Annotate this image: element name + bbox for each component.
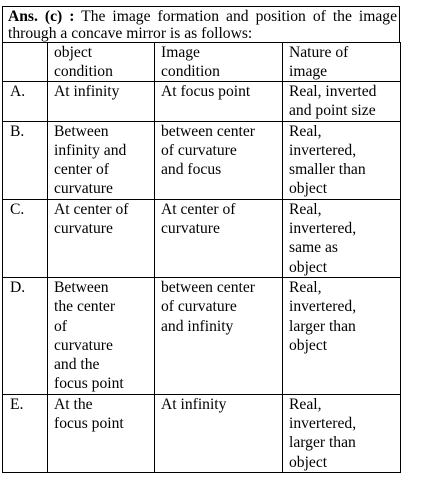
image-condition-cell-text: At infinity [161, 395, 227, 413]
image-condition-cell [155, 199, 283, 277]
image-condition-cell [155, 82, 283, 122]
image-condition-cell-text: between center of curvature and infinity [161, 278, 255, 335]
table-row [3, 82, 401, 122]
object-condition-cell-text: At center of curvature [54, 200, 129, 238]
row-index-cell [3, 121, 48, 199]
nature-of-image-cell [283, 277, 401, 394]
table-row [3, 199, 401, 277]
object-condition-cell-text: Between the center of curvature and the focus point [54, 278, 124, 393]
row-index-cell-text: B. [10, 122, 25, 140]
row-index-cell [3, 82, 48, 122]
row-index-cell [3, 199, 48, 277]
nature-of-image-cell [283, 121, 401, 199]
cropped-header-line [2, 0, 400, 7]
object-condition-cell [48, 121, 155, 199]
answer-label: Ans. (c) : [8, 8, 75, 25]
header-object-condition: object condition [48, 43, 155, 82]
row-index-cell-text: E. [10, 395, 24, 413]
table-row [3, 121, 401, 199]
image-condition-cell [155, 394, 283, 472]
nature-of-image-cell [283, 394, 401, 472]
nature-of-image-cell-text: Real, invertered, larger than object [289, 278, 357, 354]
header-image-condition: Image condition [155, 43, 283, 82]
row-index-cell-text: C. [10, 200, 25, 218]
answer-block [2, 0, 400, 473]
nature-of-image-cell-text: Real, invertered, larger than object [289, 395, 357, 471]
object-condition-cell-text: Between infinity and center of curvature [54, 122, 127, 198]
image-formation-table [2, 42, 401, 473]
table-row [3, 277, 401, 394]
image-condition-cell-text: between center of curvature and focus [161, 122, 255, 179]
nature-of-image-cell-text: Real, invertered, smaller than object [289, 122, 366, 198]
answer-intro [2, 7, 400, 42]
nature-of-image-cell-text: Real, inverted and point size [289, 83, 377, 120]
object-condition-cell-text: At the focus point [54, 395, 124, 433]
image-condition-cell [155, 121, 283, 199]
row-index-cell-text: A. [10, 83, 26, 100]
object-condition-cell-text: At infinity [54, 83, 120, 100]
row-index-cell [3, 277, 48, 394]
row-index-cell [3, 394, 48, 472]
object-condition-cell [48, 277, 155, 394]
table-row [3, 394, 401, 472]
image-condition-cell-text: At focus point [161, 83, 251, 100]
nature-of-image-cell [283, 199, 401, 277]
nature-of-image-cell-text: Real, invertered, same as object [289, 200, 357, 276]
table-header-row [3, 43, 401, 82]
row-index-cell-text: D. [10, 278, 26, 296]
header-index-cell [3, 43, 48, 82]
object-condition-cell [48, 199, 155, 277]
object-condition-cell [48, 82, 155, 122]
image-condition-cell [155, 277, 283, 394]
header-nature-of-image: Nature of image [283, 43, 401, 82]
nature-of-image-cell [283, 82, 401, 122]
object-condition-cell [48, 394, 155, 472]
answer-text: The image formation and position of the image through a concave mirror is as follows: [8, 8, 397, 42]
image-condition-cell-text: At center of curvature [161, 200, 236, 238]
